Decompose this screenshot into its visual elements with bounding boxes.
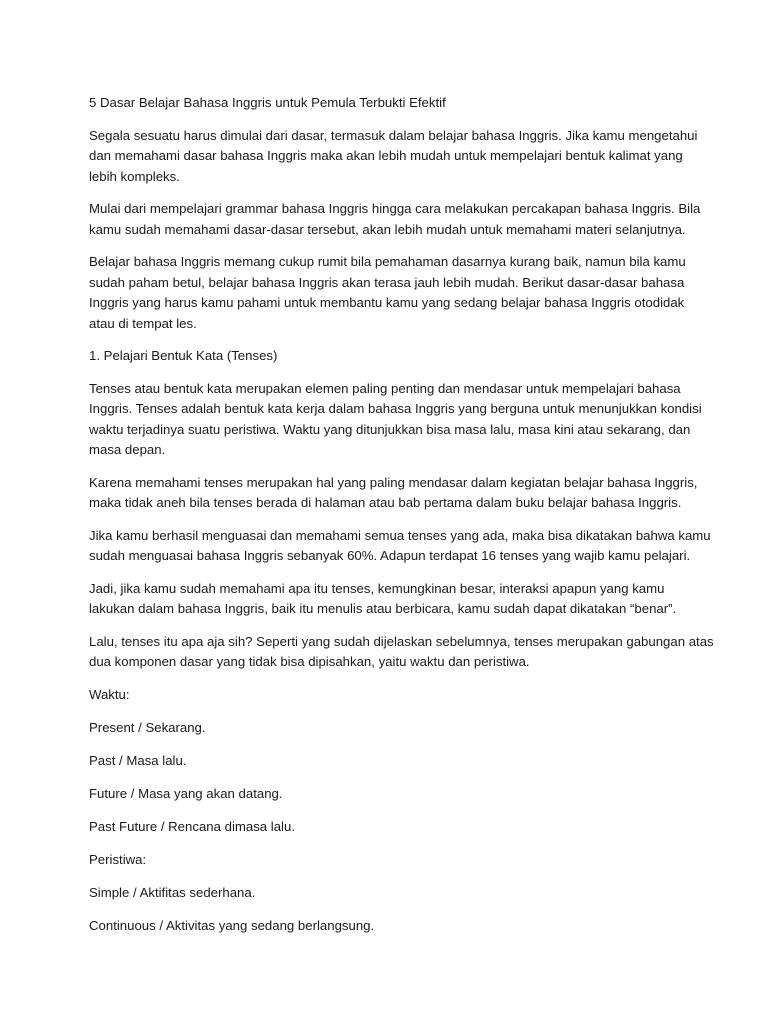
paragraph-2 xyxy=(89,199,701,240)
list-item: Present / Sekarang. xyxy=(89,719,206,735)
paragraph-5 xyxy=(89,379,702,461)
text-line: masa depan. xyxy=(89,442,166,457)
text-line: lakukan dalam bahasa Inggris, baik itu menulis atau berbicara, kamu sudah dapat dikatakan “benar”. xyxy=(89,601,677,616)
text-line: sudah paham betul, belajar bahasa Inggris akan terasa jauh lebih mudah. Berikut dasar-dasar bahasa xyxy=(89,274,685,290)
list-item: Past / Masa lalu. xyxy=(89,752,187,768)
text-line: Jadi, jika kamu sudah memahami apa itu tenses, kemungkinan besar, interaksi apapun yang kamu xyxy=(89,580,665,596)
paragraph-9 xyxy=(89,632,714,673)
text-line: maka tidak aneh bila tenses berada di halaman atau bab pertama dalam buku belajar bahasa Inggris. xyxy=(89,495,682,510)
text-line: Inggris yang harus kamu pahami untuk membantu kamu yang sedang belajar bahasa Inggris otodidak xyxy=(89,295,685,310)
section-heading-text: 1. Pelajari Bentuk Kata (Tenses) xyxy=(89,348,278,363)
list-item: Past Future / Rencana dimasa lalu. xyxy=(89,818,295,834)
text-line: Inggris. Tenses adalah bentuk kata kerja dalam bahasa Inggris yang berguna untuk menunjukkan kondisi xyxy=(89,401,702,416)
paragraph-6 xyxy=(89,473,698,514)
text-line: Lalu, tenses itu apa aja sih? Seperti yang sudah dijelaskan sebelumnya, tenses merupakan gabungan atas xyxy=(89,633,714,649)
list-item: Future / Masa yang akan datang. xyxy=(89,785,283,801)
paragraph-1 xyxy=(89,126,698,188)
text-line: Mulai dari mempelajari grammar bahasa Inggris hingga cara melakukan percakapan bahasa Inggris. Bila xyxy=(89,201,701,216)
text-line: Belajar bahasa Inggris memang cukup rumit bila pemahaman dasarnya kurang baik, namun bila kamu xyxy=(89,254,686,269)
list-item-peristiwa-heading: Peristiwa: xyxy=(89,851,147,867)
text-line: dan memahami dasar bahasa Inggris maka akan lebih mudah untuk mempelajari bentuk kalimat yang xyxy=(89,148,683,163)
list-item: Simple / Aktifitas sederhana. xyxy=(89,884,256,900)
text-line: lebih kompleks. xyxy=(89,168,180,184)
paragraph-7 xyxy=(89,526,711,567)
text-line: sudah menguasai bahasa Inggris sebanyak 60%. Adapun terdapat 16 tenses yang wajib kamu pelajari. xyxy=(89,548,691,563)
text-line: Segala sesuatu harus dimulai dari dasar, termasuk dalam belajar bahasa Inggris. Jika kamu mengetahui xyxy=(89,127,698,143)
paragraph-8 xyxy=(89,579,688,620)
text-line: waktu terjadinya suatu peristiwa. Waktu yang ditunjukkan bisa masa lalu, masa kini atau sekarang, dan xyxy=(89,421,691,437)
text-line: Jika kamu berhasil menguasai dan memahami semua tenses yang ada, maka bisa dikatakan bahwa kamu xyxy=(89,527,711,543)
section-heading xyxy=(89,346,688,367)
text-line: Tenses atau bentuk kata merupakan elemen paling penting dan mendasar untuk mempelajari bahasa xyxy=(89,380,681,396)
text-line: dua komponen dasar yang tidak bisa dipisahkan, yaitu waktu dan peristiwa. xyxy=(89,654,530,669)
text-line: kamu sudah memahami dasar-dasar tersebut, akan lebih mudah untuk memahami materi selanjutnya. xyxy=(89,221,686,237)
list-item: Continuous / Aktivitas yang sedang berlangsung. xyxy=(89,917,375,933)
text-line: Karena memahami tenses merupakan hal yang paling mendasar dalam kegiatan belajar bahasa Inggris, xyxy=(89,474,698,490)
list-item-waktu-heading: Waktu: xyxy=(89,686,130,702)
document-title: 5 Dasar Belajar Bahasa Inggris untuk Pemula Terbukti Efektif xyxy=(89,95,446,110)
text-line: atau di tempat les. xyxy=(89,315,197,331)
paragraph-3 xyxy=(89,252,688,334)
